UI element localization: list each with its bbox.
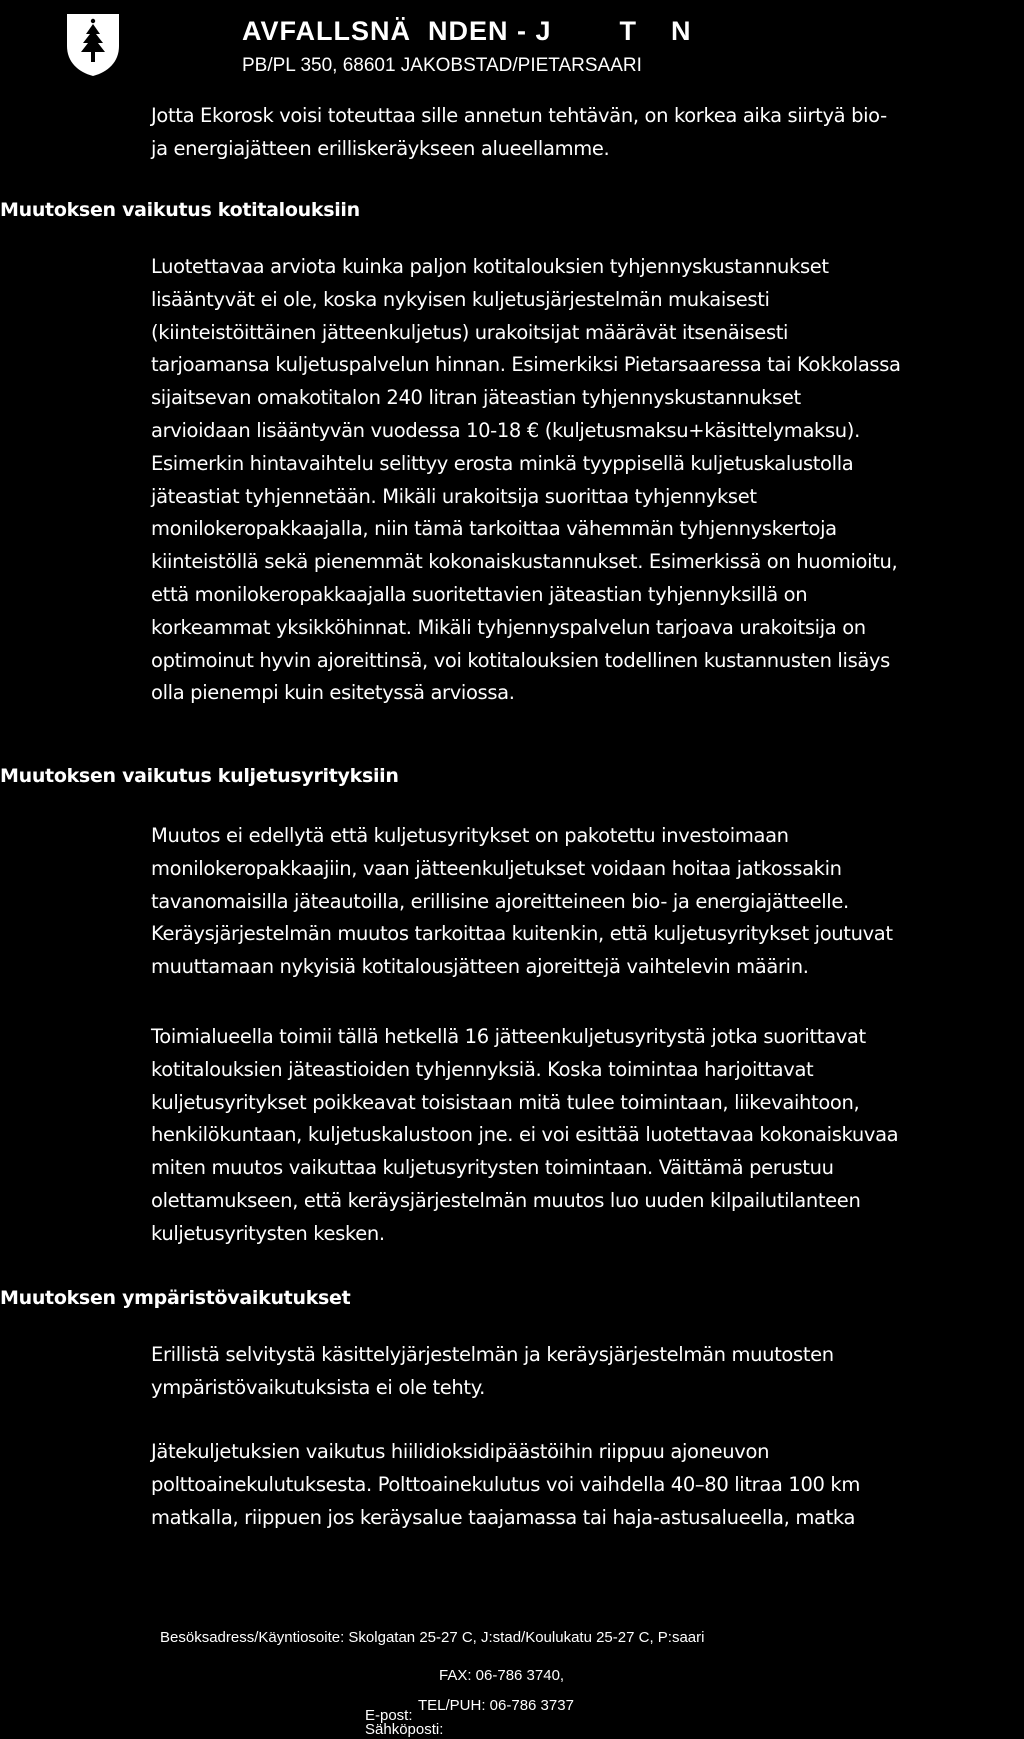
section-heading-households: Muutoksen vaikutus kotitalouksiin <box>0 199 360 221</box>
footer-email-sv: E-post: <box>365 1707 413 1724</box>
footer-email-fi: Sähköposti: <box>365 1721 444 1738</box>
organization-name: AVFALLSNÄ NDEN - J T N <box>242 16 692 46</box>
section-paragraph-environment-1: Erillistä selvitystä käsittelyjärjestelmän ja keräysjärjestelmän muutosten ympäristövaikutuksista ei ole tehty. <box>151 1343 834 1399</box>
section-paragraph-transport-2: Toimialueella toimii tällä hetkellä 16 jätteenkuljetusyritystä jotka suorittavat kotitalouksien jäteastioiden tyhjennyksiä. Koska toimintaa harjoittavat kuljetusyritykset poikkeavat toisistaan mitä tulee toimintaan, liikevaihtoon, henkilökuntaan, kuljetuskalustoon jne. ei voi esittää luotettavaa kokonaiskuvaa miten muutos vaikuttaa kuljetusyritysten toimintaan. Väittämä perustuu olettamukseen, että keräysjärjestelmän muutos luo uuden kilpailutilanteen kuljetusyritysten kesken. <box>151 1025 899 1245</box>
section-paragraph-households: Luotettavaa arviota kuinka paljon kotitalouksien tyhjennyskustannukset lisääntyvät ei ole, koska nykyisen kuljetusjärjestelmän mukaisesti (kiinteistöittäinen jätteenkuljetus) urakoitsijat määrävät itsenäisesti tarjoamansa kuljetuspalvelun hinnan. Esimerkiksi Pietarsaaressa tai Kokkolassa sijaitsevan omakotitalon 240 litran jäteastian tyhjennyskustannukset arvioidaan lisääntyvän vuodessa 10-18 € (kuljetusmaksu+käsittelymaksu). Esimerkin hintavaihtelu selittyy erosta minkä tyyppisellä kuljetuskalustolla jäteastiat tyhjennetään. Mikäli urakoitsija suorittaa tyhjennykset monilokeropakkaajalla, niin tämä tarkoittaa vähemmän tyhjennyskertoja kiinteistöllä sekä pienemmät kokonaiskustannukset. Esimerkissä on huomioitu, että monilokeropakkaajalla suoritettavien jäteastian tyhjennyksillä on korkeammat yksikköhinnat. Mikäli tyhjennyspalvelun tarjoava urakoitsija on optimoinut hyvin ajoreittinsä, voi kotitalouksien todellinen kustannusten lisäys olla pienempi kuin esitetyssä arviossa. <box>151 255 901 705</box>
organization-address: PB/PL 350, 68601 JAKOBSTAD/PIETARSAARI <box>242 55 642 76</box>
section-heading-environment: Muutoksen ympäristövaikutukset <box>0 1287 351 1309</box>
section-paragraph-environment-2: Jätekuljetuksien vaikutus hiilidioksidipäästöihin riippuu ajoneuvon polttoainekulutuksesta. Polttoainekulutus voi vaihdella 40–80 litraa 100 km matkalla, riippuen jos keräysalue taajamassa tai haja-astusalueella, matka <box>151 1440 860 1529</box>
intro-paragraph: Jotta Ekorosk voisi toteuttaa sille annetun tehtävän, on korkea aika siirtyä bio- ja energiajätteen erilliskeräykseen alueellamme. <box>151 104 887 160</box>
coat-of-arms-tree-icon <box>64 12 122 78</box>
section-heading-transport-companies: Muutoksen vaikutus kuljetusyrityksiin <box>0 765 399 787</box>
footer-visit-address: Besöksadress/Käyntiosoite: Skolgatan 25-27 C, J:stad/Koulukatu 25-27 C, P:saari <box>160 1629 705 1646</box>
footer-fax: FAX: 06-786 3740, <box>439 1667 565 1684</box>
footer-phone: TEL/PUH: 06-786 3737 <box>418 1697 574 1714</box>
section-paragraph-transport-1: Muutos ei edellytä että kuljetusyritykset on pakotettu investoimaan monilokeropakkaajiin, vaan jätteenkuljetukset voidaan hoitaa jatkossakin tavanomaisilla jäteautoilla, erillisine ajoreitteineen bio- ja energiajätteelle. Keräysjärjestelmän muutos tarkoittaa kuitenkin, että kuljetusyritykset joutuvat muuttamaan nykyisiä kotitalousjätteen ajoreittejä vaihtelevin määrin. <box>151 824 893 979</box>
letterhead <box>64 12 964 92</box>
